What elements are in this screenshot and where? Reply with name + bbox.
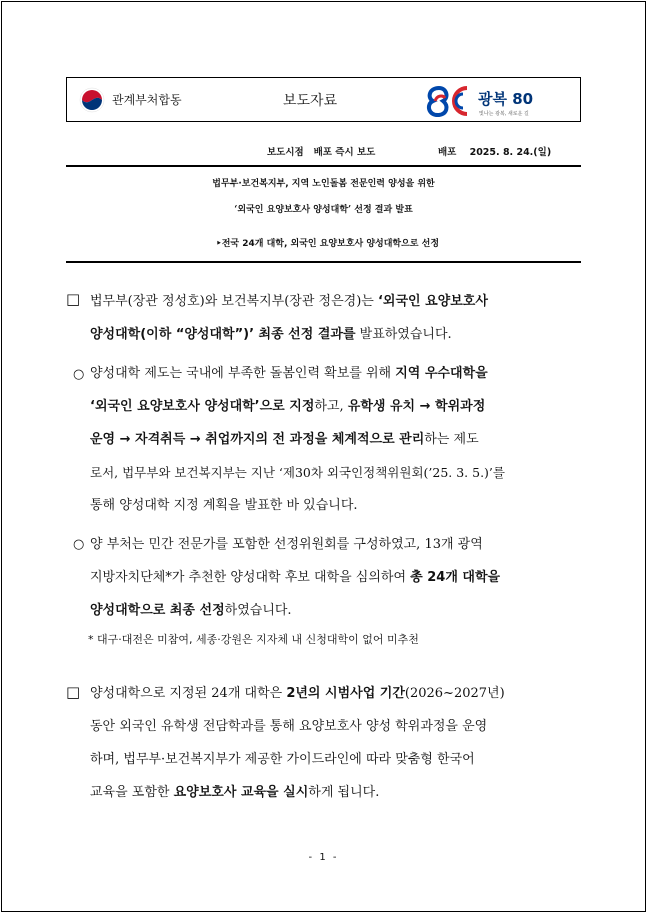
paragraph-line: 통해 양성대학 지정 계획을 발표한 바 있습니다. <box>90 498 358 513</box>
paragraph-3 <box>90 528 590 627</box>
paragraph-line: 양성대학으로 최종 선정하였습니다. <box>90 603 292 618</box>
footnote: * 대구·대전은 미참여, 세종·강원은 지자체 내 신청대학이 없어 미추천 <box>88 633 419 646</box>
agency-name: 관계부처합동 <box>112 93 182 107</box>
square-bullet: □ <box>66 683 81 701</box>
square-bullet: □ <box>66 290 81 308</box>
document-type: 보도자료 <box>283 93 338 109</box>
page-number: - 1 - <box>308 852 339 863</box>
logo-subtext: 빛나는 광복, 새로운 길 <box>479 111 529 117</box>
liberation-80th-logo <box>423 80 573 120</box>
title-main: ‘외국인 요양보호사 양성대학’ 선정 결과 발표 <box>234 205 413 215</box>
paragraph-1 <box>90 285 590 351</box>
paragraph-line: 운영 → 자격취득 → 취업까지의 전 과정을 체계적으로 관리하는 제도 <box>90 432 479 447</box>
paragraph-line: 지방자치단체*가 추천한 양성대학 후보 대학을 심의하여 총 24개 대학을 <box>90 570 501 585</box>
logo-text: 광복 80 <box>478 90 534 108</box>
release-timing: 보도시점 배포 즉시 보도 <box>267 147 376 158</box>
circle-bullet: ○ <box>73 537 85 552</box>
paragraph-line: 양성대학(이하 “양성대학”)’ 최종 선정 결과를 발표하였습니다. <box>90 327 452 342</box>
circle-bullet: ○ <box>73 367 85 382</box>
header-box <box>66 77 581 122</box>
paragraph-line: 로서, 법무부와 보건복지부는 지난 ‘제30차 외국인정책위원회(’25. 3. 5.)’를 <box>90 465 505 480</box>
paragraph-2 <box>90 357 590 522</box>
title-subtitle: 법무부·보건복지부, 지역 노인돌봄 전문인력 양성을 위한 <box>212 179 435 189</box>
release-date: 배포 2025. 8. 24.(일) <box>438 147 552 158</box>
paragraph-line: ‘외국인 요양보호사 양성대학’으로 지정하고, 유학생 유치 → 학위과정 <box>90 399 486 414</box>
government-emblem-icon <box>79 87 105 113</box>
paragraph-line: 동안 외국인 유학생 전담학과를 통해 요양보호사 양성 학위과정을 운영 <box>90 719 488 734</box>
paragraph-line: 교육을 포함한 요양보호사 교육을 실시하게 됩니다. <box>90 785 380 800</box>
title-note: ‣전국 24개 대학, 외국인 요양보호사 양성대학으로 선정 <box>215 239 440 249</box>
paragraph-line: 법무부(장관 정성호)와 보건복지부(장관 정은경)는 ‘외국인 요양보호사 <box>90 294 488 309</box>
paragraph-line: 양성대학 제도는 국내에 부족한 돌봄인력 확보를 위해 지역 우수대학을 <box>90 366 488 381</box>
paragraph-line: 양성대학으로 지정된 24개 대학은 2년의 시범사업 기간(2026~2027년) <box>90 686 505 701</box>
paragraph-4 <box>90 677 590 809</box>
title-box <box>66 165 581 263</box>
paragraph-line: 양 부처는 민간 전문가를 포함한 선정위원회를 구성하였고, 13개 광역 <box>90 537 483 552</box>
paragraph-line: 하며, 법무부·보건복지부가 제공한 가이드라인에 따라 맞춤형 한국어 <box>90 752 475 767</box>
